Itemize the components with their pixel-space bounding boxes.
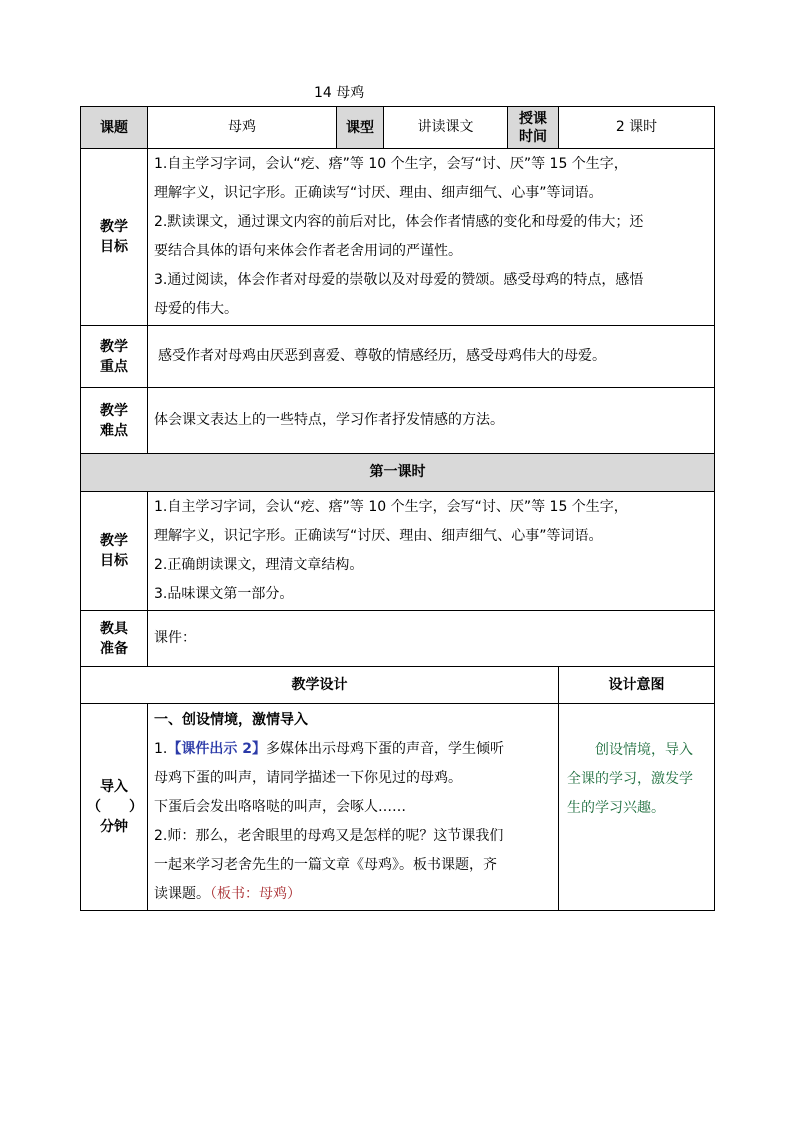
intent-line: 全课的学习，激发学 [567,771,693,787]
time-label-line2: 时间 [519,128,547,145]
lesson1-goal-line: 1.自主学习字词，会认“疙、瘩”等 10 个生字，会写“讨、厌”等 15 个生字， [154,499,628,515]
key-points-text: 感受作者对母鸡由厌恶到喜爱、尊敬的情感经历，感受母鸡伟大的母爱。 [158,348,606,364]
line-prefix: 1. [154,741,168,757]
lesson1-goals-label [81,492,148,611]
lesson1-goal-line: 2.正确朗读课文，理清文章结构。 [154,557,364,573]
goal-line: 3.通过阅读，体会作者对母爱的崇敬以及对母爱的赞颂。感受母鸡的特点，感悟 [154,272,644,288]
difficulties-label-line2: 难点 [100,422,128,439]
lesson1-title: 第一课时 [81,454,715,492]
goals-label-line2: 目标 [100,239,128,255]
key-points-row [81,326,715,388]
line-prefix: 读课题。 [154,886,210,902]
lesson1-goals-row [81,492,715,611]
courseware-tag: 【课件出示 2】 [167,741,266,757]
difficulties-label-line1: 教学 [100,402,128,419]
intro-label-line2: （ ） [87,799,143,815]
tools-content [148,611,715,667]
key-points-label-line2: 重点 [100,358,128,375]
goals-label [81,149,148,326]
lesson1-goals-label-line1: 教学 [100,533,128,549]
difficulties-text: 体会课文表达上的一些特点，学习作者抒发情感的方法。 [154,412,504,428]
key-points-label-line1: 教学 [100,338,128,355]
line-rest: 多媒体出示母鸡下蛋的声音，学生倾听 [265,741,504,757]
header-row [81,107,715,149]
intro-line [154,880,552,909]
tools-label-line1: 教具 [100,620,128,637]
intro-line [154,735,552,764]
intro-line: 下蛋后会发出咯咯哒的叫声，会啄人…… [154,799,406,815]
intro-label-line3: 分钟 [100,819,128,835]
key-points-label [81,326,148,388]
intent-line: 生的学习兴趣。 [567,800,665,816]
tools-label-line2: 准备 [100,640,128,657]
design-header-row [81,667,715,704]
key-points-content [148,326,715,388]
intent-line: 创设情境，导入 [567,742,693,758]
goal-line: 理解字义，识记字形。正确读写“讨厌、理由、细声细气、心事”等词语。 [154,185,603,201]
difficulties-content [148,388,715,454]
intro-heading: 一、创设情境，激情导入 [154,712,308,728]
goals-row [81,149,715,326]
lesson1-goals-content [148,492,715,611]
lesson1-goal-line: 理解字义，识记字形。正确读写“讨厌、理由、细声细气、心事”等词语。 [154,528,603,544]
goal-line: 2.默读课文，通过课文内容的前后对比，体会作者情感的变化和母爱的伟大；还 [154,214,644,230]
time-value: 2 课时 [559,107,715,149]
intro-content [148,704,559,911]
intro-line: 一起来学习老舍先生的一篇文章《母鸡》。板书课题，齐 [154,857,497,873]
intent-column-header: 设计意图 [559,667,715,704]
type-value: 讲读课文 [384,107,508,149]
lesson1-goals-label-line2: 目标 [100,553,128,569]
design-column-header: 教学设计 [81,667,559,704]
difficulties-label [81,388,148,454]
intro-intent [559,704,715,911]
lesson-plan-table [80,106,715,911]
time-label-line1: 授课 [519,110,547,127]
topic-label: 课题 [81,107,148,149]
tools-label [81,611,148,667]
goals-content [148,149,715,326]
intro-label [81,704,148,911]
lesson1-title-row [81,454,715,492]
intro-line: 2.师：那么，老舍眼里的母鸡又是怎样的呢？这节课我们 [154,828,504,844]
time-label [508,107,559,149]
intro-line: 母鸡下蛋的叫声，请同学描述一下你见过的母鸡。 [154,770,462,786]
lesson1-goal-line: 3.品味课文第一部分。 [154,586,294,602]
tools-text: 课件： [154,630,196,646]
intro-row [81,704,715,911]
topic-value: 母鸡 [148,107,337,149]
goal-line: 1.自主学习字词，会认“疙、瘩”等 10 个生字，会写“讨、厌”等 15 个生字， [154,156,628,172]
goal-line: 母爱的伟大。 [154,301,238,317]
type-label: 课型 [337,107,384,149]
document-title: 14 母鸡 [314,85,365,101]
goal-line: 要结合具体的语句来体会作者老舍用词的严谨性。 [154,243,462,259]
difficulties-row [81,388,715,454]
goals-label-line1: 教学 [100,219,128,235]
board-note: （板书：母鸡） [210,886,301,902]
intro-label-line1: 导入 [100,779,128,795]
tools-row [81,611,715,667]
